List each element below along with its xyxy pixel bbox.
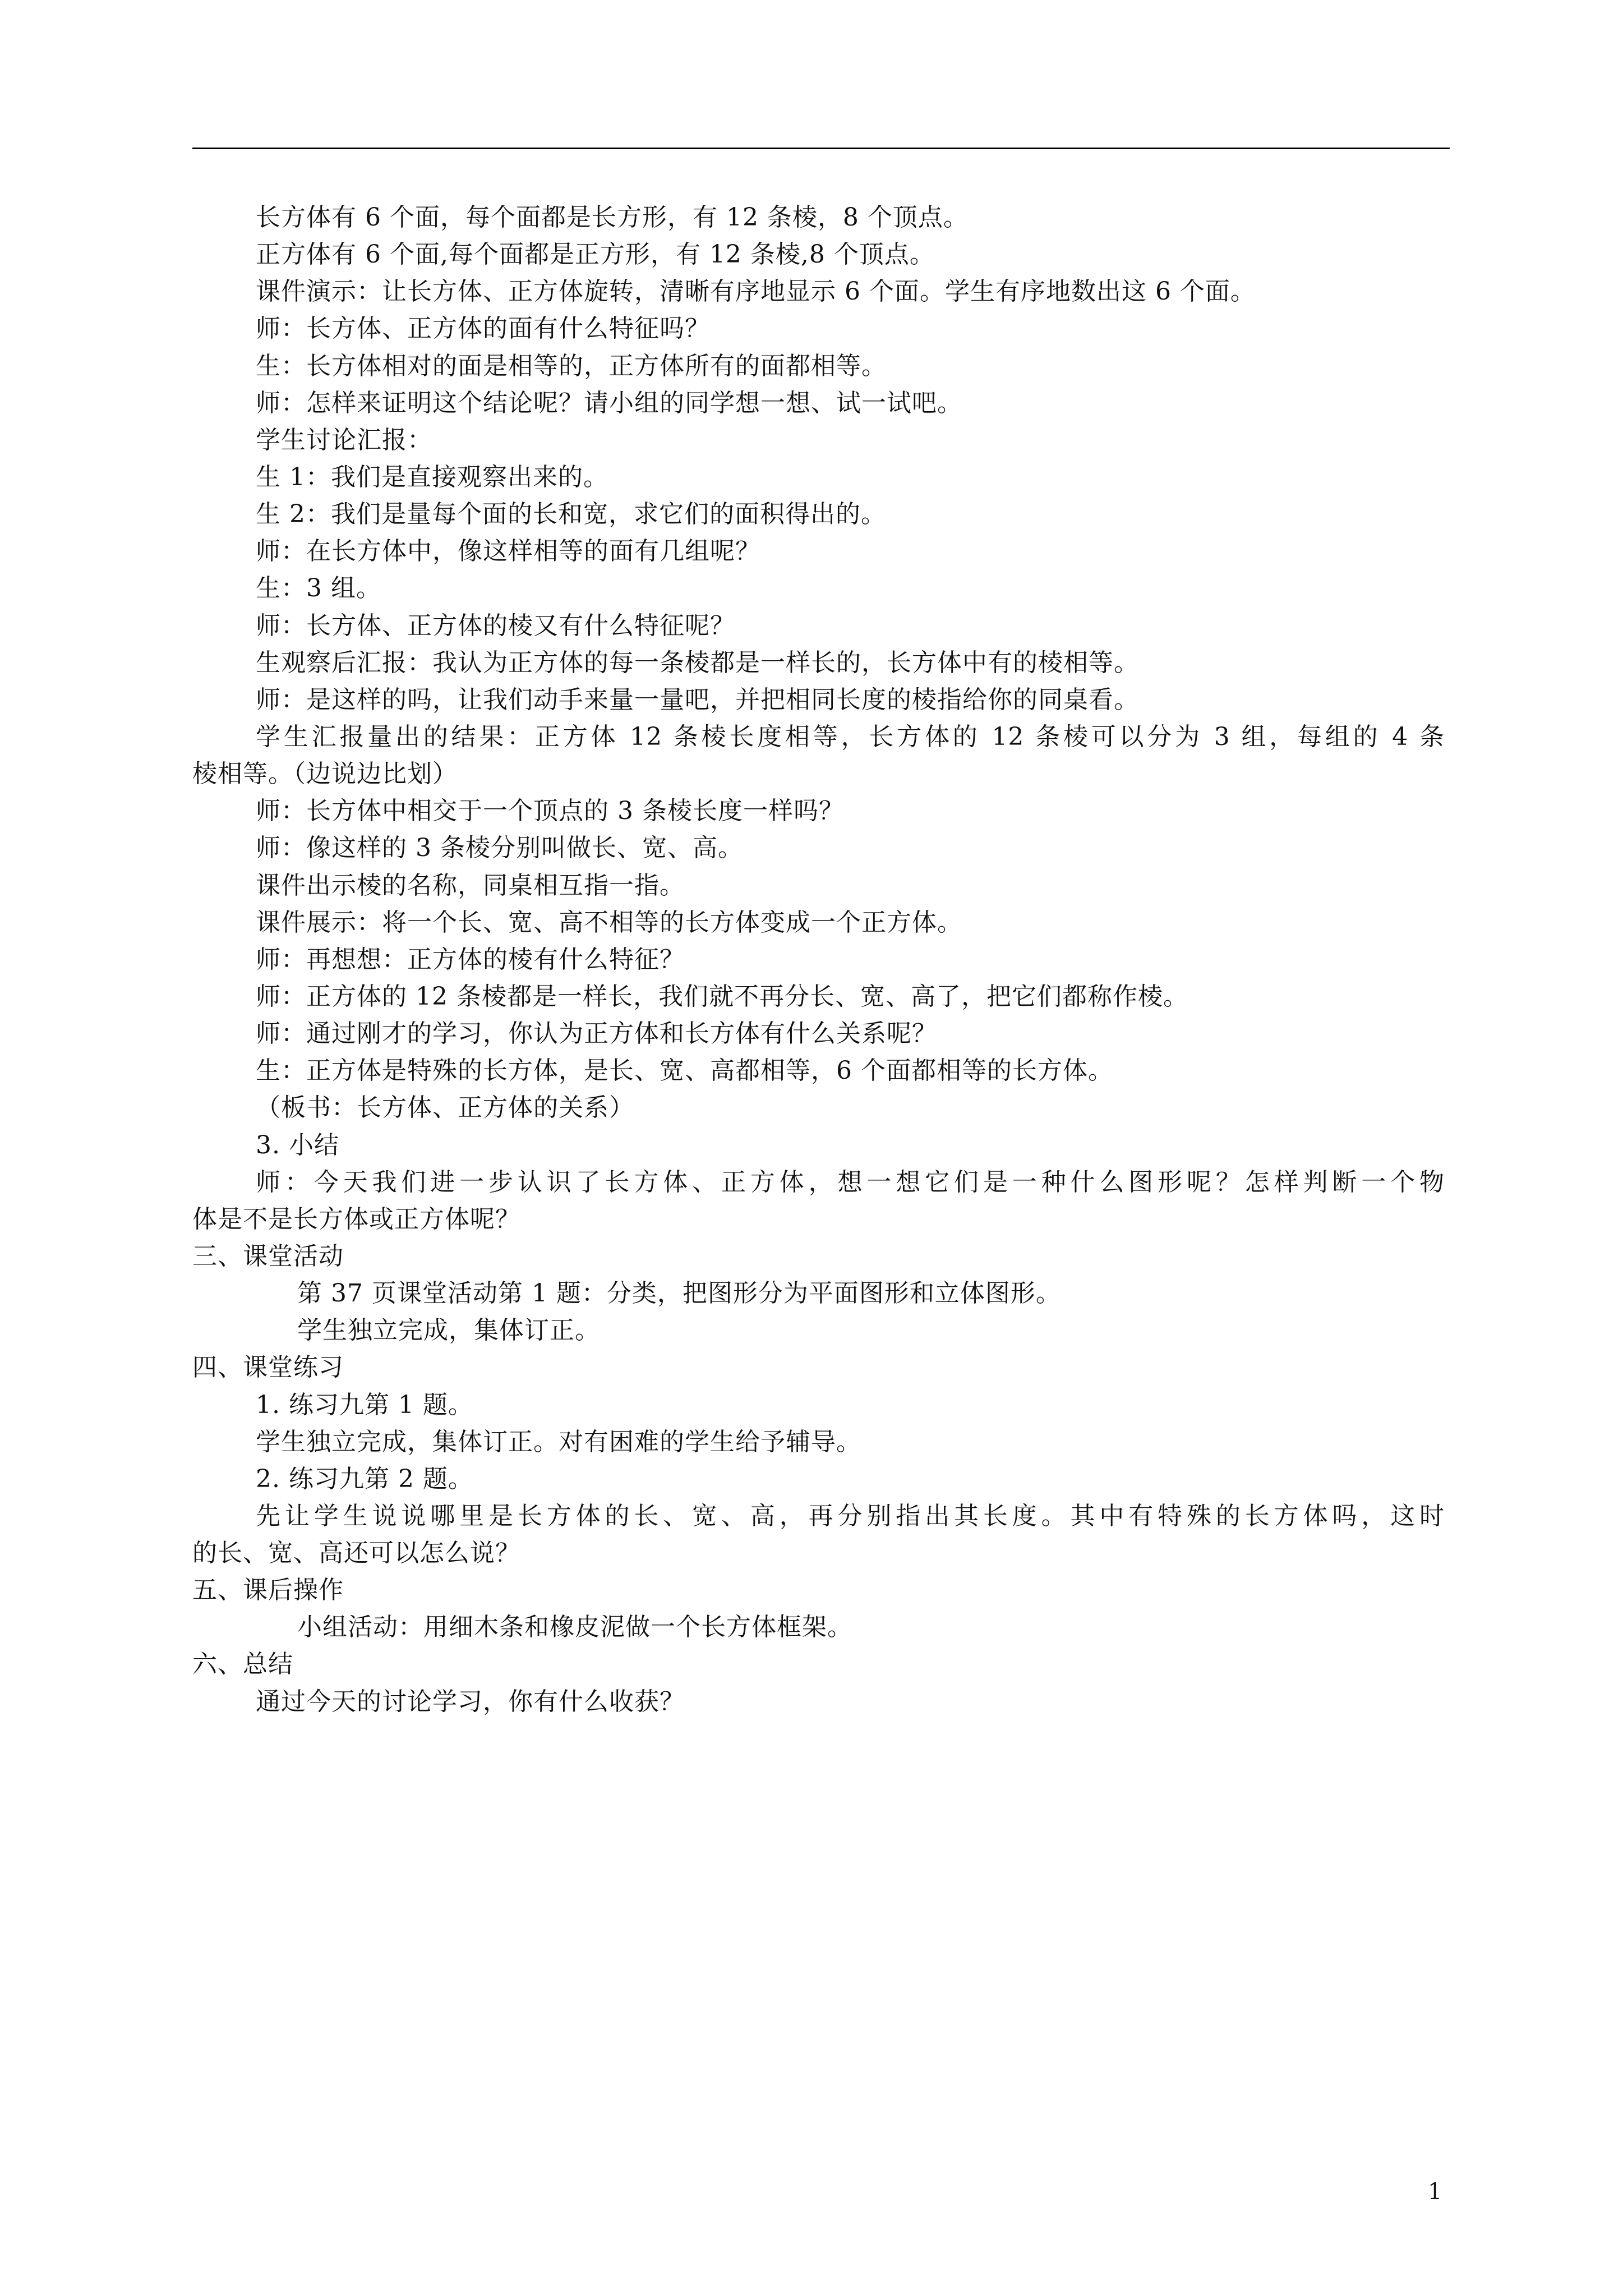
text-line: 先让学生说说哪里是长方体的长、宽、高，再分别指出其长度。其中有特殊的长方体吗，这时 <box>256 1501 1445 1530</box>
text-line: 师：长方体、正方体的棱又有什么特征呢？ <box>256 611 735 640</box>
text-line: 生：正方体是特殊的长方体，是长、宽、高都相等，6 个面都相等的长方体。 <box>256 1056 1113 1085</box>
text-line: 师：像这样的 3 条棱分别叫做长、宽、高。 <box>256 834 743 863</box>
text-line: 小组活动：用细木条和橡皮泥做一个长方体框架。 <box>297 1613 852 1642</box>
text-line: 2. 练习九第 2 题。 <box>256 1464 473 1493</box>
page-number: 1 <box>1428 2179 1442 2205</box>
document-body <box>0 199 1623 1720</box>
text-line: 师：再想想：正方体的棱有什么特征？ <box>256 945 685 974</box>
text-line: 师：怎样来证明这个结论呢？请小组的同学想一想、试一试吧。 <box>256 388 962 417</box>
text-line: 师：通过刚才的学习，你认为正方体和长方体有什么关系呢？ <box>256 1019 937 1048</box>
header-rule <box>192 148 1450 149</box>
text-line: 师：正方体的 12 条棱都是一样长，我们就不再分长、宽、高了，把它们都称作棱。 <box>256 982 1188 1011</box>
text-line: 师：今天我们进一步认识了长方体、正方体，想一想它们是一种什么图形呢？怎样判断一个物 <box>256 1167 1445 1197</box>
text-line: 师：是这样的吗，让我们动手来量一量吧，并把相同长度的棱指给你的同桌看。 <box>256 685 1139 714</box>
text-line: 学生汇报量出的结果：正方体 12 条棱长度相等，长方体的 12 条棱可以分为 3 组，每组的 4 条 <box>256 722 1445 751</box>
text-line: 师：长方体中相交于一个顶点的 3 条棱长度一样吗？ <box>256 797 844 826</box>
text-line: 课件演示：让长方体、正方体旋转，清晰有序地显示 6 个面。学生有序地数出这 6 个面。 <box>256 277 1256 306</box>
text-line: 长方体有 6 个面，每个面都是长方形，有 12 条棱，8 个顶点。 <box>256 203 969 232</box>
text-line: 四、课堂练习 <box>192 1353 344 1382</box>
text-line: 棱相等。（边说边比划） <box>192 760 458 789</box>
text-line: 正方体有 6 个面,每个面都是正方形，有 12 条棱,8 个顶点。 <box>256 240 935 269</box>
text-line: 学生独立完成，集体订正。 <box>297 1316 600 1345</box>
text-line: 生观察后汇报：我认为正方体的每一条棱都是一样长的，长方体中有的棱相等。 <box>256 648 1139 677</box>
text-line: 三、课堂活动 <box>192 1241 344 1271</box>
text-line: 师：长方体、正方体的面有什么特征吗？ <box>256 314 710 343</box>
text-line: 生 2：我们是量每个面的长和宽，求它们的面积得出的。 <box>256 500 886 529</box>
text-line: 1. 练习九第 1 题。 <box>256 1390 473 1419</box>
text-line: 3. 小结 <box>256 1130 339 1159</box>
text-line: 体是不是长方体或正方体呢？ <box>192 1204 520 1234</box>
text-line: 师：在长方体中，像这样相等的面有几组呢？ <box>256 537 760 566</box>
text-line: 第 37 页课堂活动第 1 题：分类，把图形分为平面图形和立体图形。 <box>297 1279 1061 1308</box>
text-line: 学生讨论汇报： <box>256 425 432 454</box>
text-line: 六、总结 <box>192 1650 293 1679</box>
text-line: 生 1：我们是直接观察出来的。 <box>256 462 608 491</box>
text-line: 五、课后操作 <box>192 1576 344 1605</box>
text-line: 课件展示：将一个长、宽、高不相等的长方体变成一个正方体。 <box>256 908 962 937</box>
text-line: 学生独立完成，集体订正。对有困难的学生给予辅导。 <box>256 1427 861 1456</box>
text-line: 的长、宽、高还可以怎么说？ <box>192 1539 520 1568</box>
text-line: 生：3 组。 <box>256 574 381 603</box>
text-line: 生：长方体相对的面是相等的，正方体所有的面都相等。 <box>256 351 887 380</box>
text-line: （板书：长方体、正方体的关系） <box>256 1093 634 1122</box>
text-line: 通过今天的讨论学习，你有什么收获？ <box>256 1687 685 1716</box>
text-line: 课件出示棱的名称，同桌相互指一指。 <box>256 871 685 900</box>
